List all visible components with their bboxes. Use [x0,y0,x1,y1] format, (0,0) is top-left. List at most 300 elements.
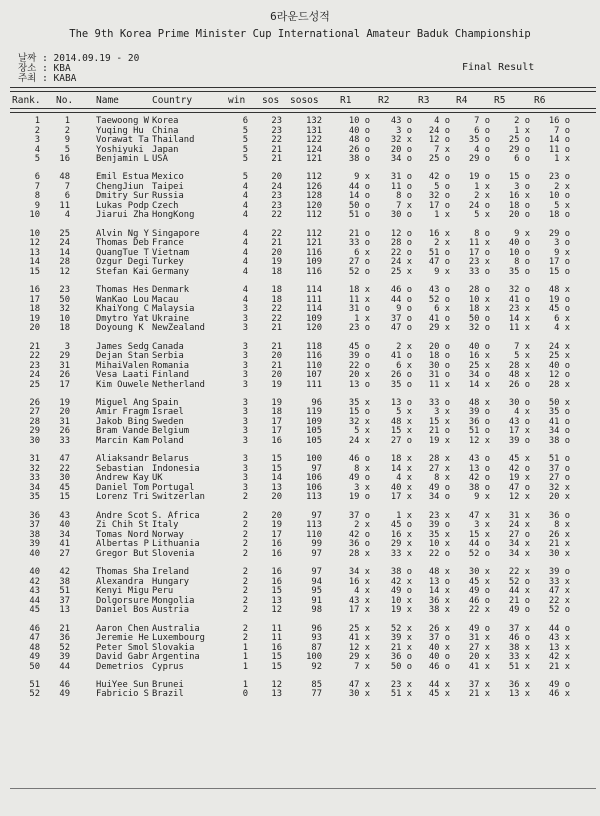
cell-r2: 13 o [390,397,412,408]
cell-r6: 45 o [548,304,570,315]
cell-r2: 15 x [390,426,412,437]
cell-r4: 47 x [468,510,490,521]
cell-r1: 13 o [348,379,370,390]
cell-r1: 39 o [348,351,370,362]
cell-r4: 15 x [468,529,490,540]
cell-name: Peter Smol [96,642,149,653]
cell-country: Mongolia [152,595,195,606]
col-header-r2: R2 [378,95,390,106]
cell-sos: 17 [271,416,282,427]
cell-r2: 10 x [390,595,412,606]
cell-r4: 52 o [468,548,490,559]
cell-win: 1 [242,679,248,690]
cell-r3: 33 o [428,397,450,408]
cell-country: USA [152,154,168,164]
cell-r2: 25 x [390,266,412,277]
cell-r6: 32 x [548,482,570,493]
cell-r3: 48 x [428,567,450,578]
cell-r1: 48 o [348,135,370,145]
cell-r2: 46 o [390,285,412,296]
cell-win: 3 [242,416,248,427]
cell-no: 23 [59,285,70,296]
cell-r2: 19 x [390,605,412,616]
cell-no: 36 [59,633,70,644]
cell-sos: 18 [271,266,282,277]
cell-sosos: 113 [306,492,322,503]
cell-name: Aliaksandr [96,454,149,465]
cell-r5: 34 x [508,548,530,559]
cell-rank: 24 [29,370,40,381]
cell-no: 19 [59,397,70,408]
cell-r3: 15 x [428,416,450,427]
cell-sos: 13 [271,482,282,493]
cell-win: 2 [242,576,248,587]
cell-rank: 18 [29,304,40,315]
cell-no: 5 [64,144,70,155]
cell-r1: 47 x [348,679,370,690]
cell-sosos: 107 [306,370,322,381]
cell-no: 49 [59,689,70,700]
cell-r2: 3 o [396,125,412,136]
cell-rank: 27 [29,407,40,418]
table-row [0,173,600,183]
cell-r2: 8 o [396,191,412,202]
cell-win: 3 [242,313,248,324]
cell-no: 47 [59,454,70,465]
cell-r1: 6 x [354,247,370,258]
cell-r6: 28 x [548,379,570,390]
cell-sos: 22 [271,135,282,145]
cell-r3: 17 o [428,200,450,211]
cell-r4: 43 o [468,454,490,465]
cell-name: WanKao Lou [96,294,149,305]
cell-no: 31 [59,360,70,371]
cell-r6: 38 o [548,435,570,446]
cell-r3: 12 o [428,135,450,145]
cell-r3: 21 o [428,426,450,437]
cell-r4: 23 x [468,257,490,268]
cell-no: 9 [64,135,70,145]
cell-r5: 47 o [508,482,530,493]
cell-country: Portugal [152,482,195,493]
cell-r4: 38 o [468,482,490,493]
host-line: 주최 : KABA [18,73,77,84]
cell-sos: 21 [271,144,282,155]
cell-rank: 33 [29,473,40,484]
cell-sosos: 109 [306,313,322,324]
cell-sosos: 106 [306,473,322,484]
cell-r1: 52 o [348,266,370,277]
cell-win: 2 [242,529,248,540]
cell-r3: 46 o [428,661,450,672]
cell-r5: 41 o [508,294,530,305]
cell-sos: 20 [271,510,282,521]
cell-win: 2 [242,623,248,634]
cell-sos: 16 [271,548,282,559]
cell-r2: 32 x [390,135,412,145]
cell-r4: 46 o [468,595,490,606]
col-header-r4: R4 [456,95,468,106]
cell-r4: 37 x [468,679,490,690]
cell-name: Vorawat Ta [96,135,149,145]
cell-name: Lorenz Tri [96,492,149,503]
header-top-rule [10,87,596,92]
cell-r5: 31 x [508,510,530,521]
cell-r5: 33 x [508,652,530,663]
cell-country: China [152,125,179,136]
col-header-win: win [228,95,246,106]
cell-r1: 18 x [348,285,370,296]
cell-name: Jakob Bing [96,416,149,427]
cell-r2: 21 x [390,642,412,653]
cell-r5: 29 o [508,144,530,155]
cell-r2: 2 x [396,341,412,352]
cell-sosos: 131 [306,125,322,136]
cell-r1: 19 o [348,492,370,503]
cell-r2: 36 o [390,652,412,663]
cell-r3: 52 o [428,294,450,305]
cell-win: 5 [242,125,248,136]
cell-name: HuiYee Sun [96,679,149,690]
cell-name: Ozgur Degi [96,257,149,268]
cell-r6: 41 o [548,416,570,427]
cell-rank: 43 [29,586,40,597]
cell-name: Jiarui Zha [96,210,149,221]
cell-r1: 24 x [348,435,370,446]
cell-no: 14 [59,247,70,258]
cell-r4: 50 o [468,313,490,324]
cell-sos: 15 [271,454,282,465]
cell-sos: 19 [271,257,282,268]
cell-no: 4 [64,210,70,221]
cell-r4: 13 o [468,463,490,474]
cell-r4: 16 x [468,351,490,362]
cell-sos: 20 [271,351,282,362]
cell-no: 3 [64,341,70,352]
cell-country: Slovenia [152,548,195,559]
cell-r3: 26 x [428,623,450,634]
cell-r1: 14 o [348,191,370,202]
cell-sos: 12 [271,605,282,616]
cell-sosos: 100 [306,652,322,663]
col-header-country: Country [152,95,193,106]
cell-r2: 9 o [396,304,412,315]
cell-r5: 37 x [508,623,530,634]
cell-rank: 29 [29,426,40,437]
cell-r4: 25 x [468,360,490,371]
cell-name: Alexandra [96,576,144,587]
cell-sos: 15 [271,463,282,474]
cell-r6: 39 o [548,567,570,578]
cell-rank: 1 [34,116,40,126]
cell-rank: 3 [34,135,40,145]
cell-r2: 34 o [390,154,412,164]
cell-r2: 1 x [396,510,412,521]
cell-country: Italy [152,520,179,531]
cell-r1: 34 x [348,567,370,578]
cell-r6: 46 x [548,689,570,700]
cell-sosos: 112 [306,210,322,221]
table-row [0,606,600,616]
cell-r5: 52 o [508,576,530,587]
cell-r2: 18 x [390,454,412,465]
cell-win: 3 [242,473,248,484]
cell-rank: 7 [34,181,40,192]
cell-win: 2 [242,567,248,578]
cell-no: 11 [59,200,70,211]
cell-name: Marcin Kam [96,435,149,446]
cell-r3: 41 o [428,313,450,324]
cell-rank: 46 [29,623,40,634]
cell-win: 1 [242,652,248,663]
cell-rank: 15 [29,266,40,277]
cell-r4: 39 o [468,407,490,418]
cell-r5: 13 x [508,689,530,700]
cell-sosos: 112 [306,228,322,239]
cell-r3: 37 o [428,633,450,644]
table-row [0,690,600,700]
cell-country: Korea [152,116,179,126]
cell-r3: 14 x [428,586,450,597]
cell-rank: 31 [29,454,40,465]
cell-r4: 44 o [468,539,490,550]
cell-r5: 17 x [508,426,530,437]
cell-sosos: 120 [306,323,322,334]
cell-r1: 32 x [348,416,370,427]
cell-r2: 48 x [390,416,412,427]
cell-sos: 12 [271,679,282,690]
cell-sos: 11 [271,633,282,644]
cell-sos: 16 [271,576,282,587]
cell-sosos: 97 [311,567,322,578]
cell-r6: 33 x [548,576,570,587]
cell-r4: 9 x [474,492,490,503]
cell-r4: 20 x [468,652,490,663]
cell-sosos: 110 [306,529,322,540]
cell-r5: 35 o [508,266,530,277]
cell-no: 1 [64,116,70,126]
cell-sos: 11 [271,623,282,634]
cell-r3: 49 o [428,482,450,493]
cell-r2: 27 o [390,435,412,446]
table-row [0,381,600,391]
cell-win: 5 [242,144,248,155]
cell-name: MihaiValen [96,360,149,371]
cell-r1: 17 x [348,605,370,616]
cell-r4: 4 o [474,144,490,155]
table-row [0,155,600,165]
cell-r3: 11 x [428,379,450,390]
cell-win: 4 [242,210,248,221]
cell-name: Aaron Chen [96,623,149,634]
cell-r5: 43 o [508,416,530,427]
cell-r4: 7 o [474,116,490,126]
cell-sosos: 105 [306,435,322,446]
cell-no: 40 [59,520,70,531]
cell-win: 5 [242,172,248,183]
cell-sos: 18 [271,285,282,296]
cell-r5: 39 o [508,435,530,446]
cell-r2: 29 x [390,539,412,550]
cell-r2: 40 x [390,482,412,493]
cell-r6: 9 x [554,247,570,258]
cell-r5: 14 x [508,313,530,324]
cell-win: 2 [242,586,248,597]
cell-sos: 21 [271,360,282,371]
table-row [0,324,600,334]
cell-r5: 5 x [514,351,530,362]
col-header-r1: R1 [340,95,352,106]
cell-sos: 16 [271,642,282,653]
cell-r1: 45 o [348,341,370,352]
cell-rank: 13 [29,247,40,258]
cell-country: HongKong [152,210,195,221]
cell-no: 34 [59,529,70,540]
cell-r1: 8 x [354,463,370,474]
cell-no: 2 [64,125,70,136]
cell-country: Japan [152,144,179,155]
cell-r6: 48 x [548,285,570,296]
cell-r4: 29 o [468,154,490,164]
cell-rank: 23 [29,360,40,371]
cell-name: Taewoong W [96,116,149,126]
cell-r6: 4 x [554,323,570,334]
cell-sos: 21 [271,238,282,249]
cell-no: 32 [59,304,70,315]
cell-r4: 2 x [474,191,490,202]
cell-win: 2 [242,520,248,531]
cell-r1: 26 o [348,144,370,155]
cell-win: 4 [242,257,248,268]
cell-r5: 36 x [508,679,530,690]
cell-r2: 28 o [390,238,412,249]
cell-r4: 17 o [468,247,490,258]
cell-name: Amir Fragm [96,407,149,418]
cell-sosos: 132 [306,116,322,126]
cell-r5: 2 o [514,116,530,126]
cell-rank: 28 [29,416,40,427]
cell-win: 2 [242,595,248,606]
cell-r2: 47 o [390,323,412,334]
cell-sos: 18 [271,294,282,305]
cell-r5: 15 o [508,172,530,183]
cell-name: Dejan Stan [96,351,149,362]
cell-r2: 41 o [390,351,412,362]
cell-sosos: 105 [306,426,322,437]
cell-rank: 40 [29,567,40,578]
cell-win: 5 [242,135,248,145]
cell-sosos: 100 [306,454,322,465]
cell-country: Australia [152,623,200,634]
cell-win: 4 [242,238,248,249]
cell-r1: 22 o [348,360,370,371]
cell-r2: 20 o [390,144,412,155]
cell-sosos: 96 [311,623,322,634]
cell-win: 4 [242,266,248,277]
cell-sos: 22 [271,228,282,239]
cell-country: Poland [152,435,184,446]
cell-r1: 36 o [348,539,370,550]
cell-country: Indonesia [152,463,200,474]
cell-r4: 48 x [468,397,490,408]
cell-no: 6 [64,191,70,202]
cell-no: 52 [59,642,70,653]
cell-r4: 42 o [468,473,490,484]
cell-sos: 16 [271,567,282,578]
cell-r1: 4 x [354,586,370,597]
cell-r5: 48 x [508,370,530,381]
cell-sosos: 106 [306,482,322,493]
cell-no: 45 [59,482,70,493]
cell-no: 26 [59,370,70,381]
cell-win: 3 [242,360,248,371]
cell-no: 13 [59,605,70,616]
round-title: 6라운드성적 [270,10,330,23]
cell-country: Macau [152,294,179,305]
column-header-row [0,95,600,107]
cell-rank: 47 [29,633,40,644]
cell-no: 28 [59,257,70,268]
cell-r1: 41 x [348,633,370,644]
table-row [0,268,600,278]
cell-no: 33 [59,435,70,446]
cell-r1: 12 x [348,642,370,653]
cell-r3: 29 x [428,323,450,334]
cell-r2: 14 x [390,463,412,474]
cell-r5: 45 x [508,454,530,465]
cell-country: Turkey [152,257,184,268]
cell-r4: 6 o [474,125,490,136]
cell-r5: 11 x [508,323,530,334]
cell-r1: 9 x [354,172,370,183]
cell-rank: 51 [29,679,40,690]
cell-r1: 1 x [354,313,370,324]
cell-country: NewZealand [152,323,205,334]
cell-r6: 17 o [548,257,570,268]
cell-win: 2 [242,548,248,559]
cell-r3: 34 o [428,492,450,503]
cell-sosos: 91 [311,595,322,606]
cell-country: Vietnam [152,247,190,258]
cell-sos: 17 [271,426,282,437]
cell-r6: 44 o [548,623,570,634]
cell-no: 37 [59,595,70,606]
cell-win: 3 [242,323,248,334]
cell-r6: 21 x [548,539,570,550]
table-row [0,343,600,353]
cell-r3: 3 x [434,407,450,418]
cell-r3: 30 o [428,360,450,371]
cell-rank: 26 [29,397,40,408]
cell-name: Fabricio S [96,689,149,700]
cell-country: Serbia [152,351,184,362]
cell-r1: 50 o [348,200,370,211]
cell-r5: 51 x [508,661,530,672]
cell-sos: 20 [271,492,282,503]
cell-name: Thomas Deb [96,238,149,249]
cell-rank: 52 [29,689,40,700]
cell-r2: 52 x [390,623,412,634]
table-row [0,437,600,447]
cell-name: Bram Vande [96,426,149,437]
cell-win: 2 [242,605,248,616]
cell-rank: 14 [29,257,40,268]
cell-r4: 31 x [468,633,490,644]
cell-name: Yoshiyuki [96,144,144,155]
cell-sosos: 99 [311,539,322,550]
cell-r6: 3 o [554,238,570,249]
cell-win: 5 [242,154,248,164]
